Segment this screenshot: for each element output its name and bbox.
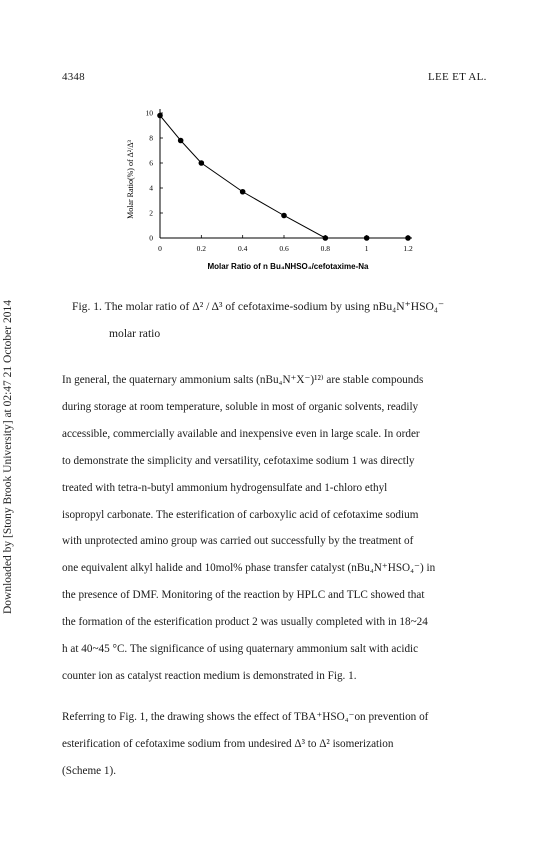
data-point [240, 189, 246, 195]
page-number: 4348 [62, 71, 85, 83]
caption-continuation: molar ratio [109, 327, 161, 340]
figure-1-chart [120, 100, 420, 280]
paragraph-line: with unprotected amino group was carried out successfully by the treatment of [62, 535, 414, 548]
y-tick-label: 4 [149, 183, 153, 193]
paragraph-line: to demonstrate the simplicity and versatility, cefotaxime sodium 1 was directly [62, 454, 415, 467]
x-tick-label: 0.2 [196, 244, 207, 253]
paragraph-line: the presence of DMF. Monitoring of the reaction by HPLC and TLC showed that [62, 589, 425, 602]
x-axis-label: Molar Ratio of n Bu₄NHSO₄/cefotaxime-Na [207, 262, 369, 271]
paragraph-line: the formation of the esterification product 2 was usually completed with in 18~24 [62, 616, 428, 629]
x-tick-label: 1 [364, 244, 369, 253]
body-paragraph-2 [62, 704, 487, 785]
data-point [364, 235, 370, 241]
paragraph-line: isopropyl carbonate. The esterification of carboxylic acid of cefotaxime sodium [62, 508, 419, 521]
figure-caption [72, 293, 492, 347]
data-point [405, 235, 411, 241]
paragraph-line: one equivalent alkyl halide and 10mol% phase transfer catalyst (nBu₄N⁺HSO₄⁻) in [62, 562, 436, 575]
paragraph-line: In general, the quaternary ammonium salts (nBu₄N⁺X⁻)¹²⁾ are stable compounds [62, 374, 424, 386]
y-tick-label: 10 [145, 108, 153, 118]
running-head: LEE ET AL. [428, 71, 487, 83]
paragraph-line: treated with tetra-n-butyl ammonium hydrogensulfate and 1-chloro ethyl [62, 481, 388, 494]
data-point [323, 235, 329, 241]
data-point [157, 113, 163, 119]
paragraph-line: Referring to Fig. 1, the drawing shows the effect of TBA⁺HSO₄⁻on prevention of [62, 711, 429, 723]
data-point [199, 160, 205, 166]
y-tick-label: 2 [149, 208, 153, 218]
data-point [281, 213, 287, 219]
x-tick-label: 0.8 [320, 244, 331, 253]
y-tick-label: 8 [149, 133, 153, 143]
paragraph-line: counter ion as catalyst reaction medium is demonstrated in Fig. 1. [62, 669, 357, 682]
y-axis-label: Molar Ratio(%) of Δ²/Δ³ [126, 140, 135, 219]
paragraph-line: (Scheme 1). [62, 764, 117, 777]
x-tick-label: 1.2 [403, 244, 413, 253]
caption-text: The molar ratio of Δ² / Δ³ of cefotaxime-sodium by using nBu₄N⁺HSO₄⁻ [104, 300, 445, 313]
y-tick-label: 0 [149, 233, 153, 243]
paragraph-line: esterification of cefotaxime sodium from undesired Δ³ to Δ² isomerization [62, 737, 394, 750]
paragraph-line: during storage at room temperature, soluble in most of organic solvents, readily [62, 400, 419, 413]
paragraph-line: accessible, commercially available and inexpensive even in large scale. In order [62, 427, 420, 440]
data-point [178, 138, 184, 144]
x-tick-label: 0 [158, 244, 162, 253]
download-watermark: Downloaded by [Stony Brook University] at 02:47 21 October 2014 [2, 300, 14, 614]
caption-label: Fig. 1. [72, 300, 102, 313]
x-tick-label: 0.4 [237, 244, 248, 253]
x-tick-label: 0.6 [279, 244, 289, 253]
paragraph-line: h at 40~45 °C. The significance of using quaternary ammonium salt with acidic [62, 643, 419, 656]
body-paragraph-1 [62, 367, 487, 690]
y-tick-label: 6 [149, 158, 153, 168]
series-line [160, 116, 408, 239]
